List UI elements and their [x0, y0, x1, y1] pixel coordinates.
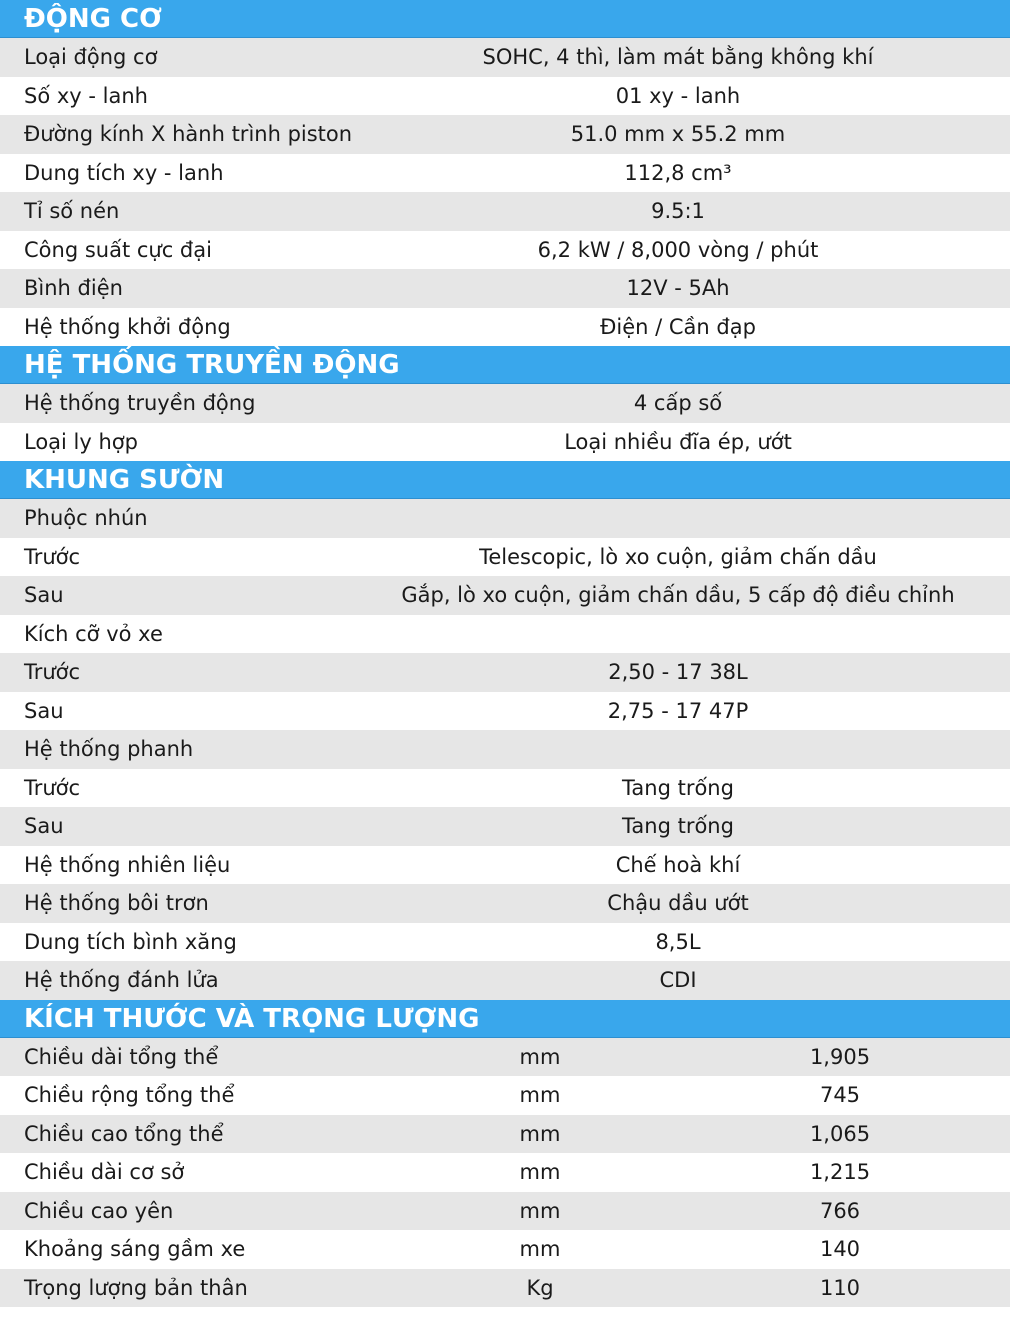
- spec-value: Chế hoà khí: [615, 852, 741, 877]
- spec-row: [0, 154, 1010, 193]
- spec-row: [0, 77, 1010, 116]
- spec-row: [0, 38, 1010, 77]
- spec-value: 1,905: [809, 1044, 871, 1069]
- spec-label: Trước: [24, 660, 81, 684]
- spec-label: Khoảng sáng gầm xe: [24, 1237, 246, 1261]
- spec-label: Chiều rộng tổng thể: [24, 1083, 235, 1107]
- section-header: ĐỘNG CƠ: [0, 0, 1010, 38]
- spec-row: [0, 1076, 1010, 1115]
- spec-value: 6,2 kW / 8,000 vòng / phút: [537, 237, 819, 262]
- spec-value: 1,215: [809, 1160, 871, 1184]
- spec-unit: mm: [519, 1044, 561, 1069]
- spec-value: 51.0 mm x 55.2 mm: [570, 122, 786, 146]
- spec-unit: mm: [519, 1083, 561, 1107]
- spec-label: Bình điện: [24, 276, 123, 300]
- spec-row: [0, 499, 1010, 538]
- spec-value: 112,8 cm³: [624, 160, 732, 185]
- spec-unit: mm: [519, 1198, 561, 1223]
- spec-row: [0, 615, 1010, 654]
- spec-label: Chiều dài tổng thể: [24, 1044, 219, 1069]
- spec-value: 766: [819, 1198, 861, 1223]
- spec-value: Tang trống: [622, 814, 734, 838]
- spec-unit: mm: [519, 1121, 561, 1146]
- spec-label: Đường kính X hành trình piston: [24, 122, 353, 146]
- spec-label: Hệ thống đánh lửa: [24, 968, 219, 992]
- spec-label: Chiều cao tổng thể: [24, 1121, 224, 1146]
- spec-value: Chậu dầu ướt: [607, 891, 749, 915]
- spec-label: Phuộc nhún: [24, 506, 148, 530]
- spec-row: [0, 1115, 1010, 1154]
- spec-value: 8,5L: [655, 929, 701, 954]
- spec-label: Trước: [24, 775, 81, 800]
- spec-row: [0, 192, 1010, 231]
- spec-value: SOHC, 4 thì, làm mát bằng không khí: [482, 45, 874, 69]
- spec-value: Điện / Cần đạp: [600, 314, 756, 339]
- spec-label: Loại động cơ: [24, 45, 158, 69]
- spec-label: Chiều dài cơ sở: [24, 1160, 185, 1184]
- spec-label: Trước: [24, 544, 81, 569]
- spec-label: Hệ thống khởi động: [24, 314, 231, 339]
- spec-row: [0, 538, 1010, 577]
- spec-row: [0, 884, 1010, 923]
- spec-row: [0, 961, 1010, 1000]
- spec-value: 140: [819, 1237, 861, 1261]
- spec-unit: mm: [519, 1237, 561, 1261]
- spec-row: [0, 769, 1010, 808]
- spec-row: [0, 1153, 1010, 1192]
- spec-row: [0, 923, 1010, 962]
- spec-value: 9.5:1: [651, 199, 705, 223]
- spec-unit: Kg: [526, 1275, 554, 1300]
- spec-row: [0, 423, 1010, 462]
- spec-row: [0, 576, 1010, 615]
- spec-value: Loại nhiều đĩa ép, ướt: [564, 429, 792, 454]
- spec-row: [0, 1269, 1010, 1308]
- section-header: KHUNG SƯỜN: [0, 461, 1010, 499]
- spec-value: 745: [819, 1083, 861, 1107]
- spec-value: 2,75 - 17 47P: [607, 698, 749, 723]
- spec-label: Sau: [24, 814, 64, 838]
- spec-value: Gắp, lò xo cuộn, giảm chấn dầu, 5 cấp độ điều chỉnh: [401, 583, 955, 607]
- spec-label: Loại ly hợp: [24, 429, 138, 454]
- spec-row: [0, 231, 1010, 270]
- spec-row: [0, 115, 1010, 154]
- spec-value: 12V - 5Ah: [626, 276, 730, 300]
- spec-row: [0, 730, 1010, 769]
- spec-row: [0, 1230, 1010, 1269]
- spec-row: [0, 269, 1010, 308]
- section-header: KÍCH THƯỚC VÀ TRỌNG LƯỢNG: [0, 1000, 1010, 1038]
- spec-value: Telescopic, lò xo cuộn, giảm chấn dầu: [479, 544, 877, 569]
- spec-label: Chiều cao yên: [24, 1198, 174, 1223]
- spec-value: 110: [819, 1275, 861, 1300]
- spec-value: 4 cấp số: [633, 391, 723, 415]
- spec-label: Sau: [24, 698, 64, 723]
- spec-unit: mm: [519, 1160, 561, 1184]
- spec-label: Sau: [24, 583, 64, 607]
- spec-value: 1,065: [809, 1121, 871, 1146]
- spec-label: Trọng lượng bản thân: [24, 1275, 248, 1300]
- spec-row: [0, 807, 1010, 846]
- spec-label: Dung tích xy - lanh: [24, 160, 224, 185]
- spec-value: Tang trống: [622, 775, 734, 800]
- spec-label: Hệ thống phanh: [24, 737, 194, 761]
- spec-row: [0, 846, 1010, 885]
- spec-label: Hệ thống truyền động: [24, 391, 256, 415]
- section-header: HỆ THỐNG TRUYỀN ĐỘNG: [0, 346, 1010, 384]
- spec-label: Số xy - lanh: [24, 83, 148, 108]
- spec-row: [0, 308, 1010, 347]
- spec-row: [0, 1038, 1010, 1077]
- spec-row: [0, 1192, 1010, 1231]
- spec-label: Công suất cực đại: [24, 237, 212, 262]
- spec-value: 01 xy - lanh: [615, 83, 741, 108]
- spec-row: [0, 384, 1010, 423]
- spec-value: 2,50 - 17 38L: [608, 660, 748, 684]
- spec-label: Tỉ số nén: [24, 199, 120, 223]
- spec-value: CDI: [659, 968, 697, 992]
- spec-label: Kích cỡ vỏ xe: [24, 621, 163, 646]
- spec-row: [0, 692, 1010, 731]
- spec-label: Hệ thống bôi trơn: [24, 891, 209, 915]
- spec-label: Dung tích bình xăng: [24, 929, 237, 954]
- spec-label: Hệ thống nhiên liệu: [24, 852, 231, 877]
- spec-row: [0, 653, 1010, 692]
